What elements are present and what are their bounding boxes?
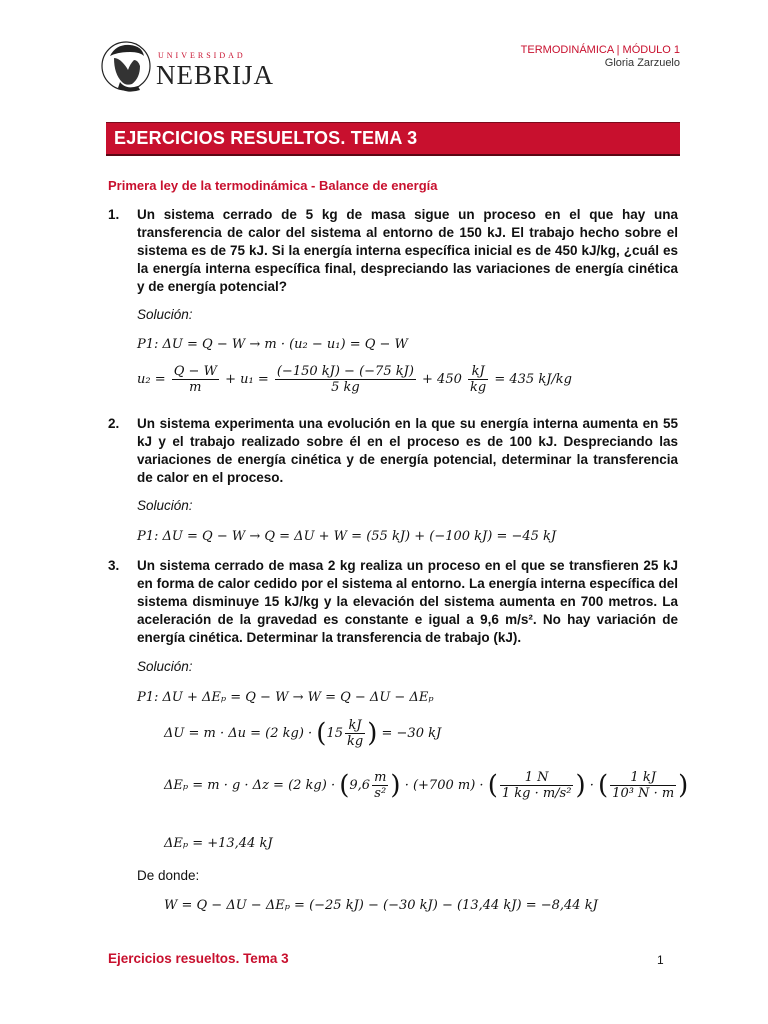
equation-part: u₂ = [137,372,166,387]
fraction-numerator: 1 N [500,770,574,786]
problem-statement: Un sistema experimenta una evolución en la que su energía interna aumenta en 55 kJ y el trabajo realizado sobre él en el proceso es de 100 kJ. Despreciando las variaciones de energía cinética y de energía potencial, determinar la transferencia de calor en el proceso. [137,416,678,485]
title-bar [106,122,680,156]
close-paren-icon: ) [575,770,586,801]
fraction-numerator: m [374,770,387,785]
equation-part: 9,6 [349,778,371,793]
equation-final: W = Q − ΔU − ΔEₚ = (−25 kJ) − (−30 kJ) − (13,44 kJ) = −8,44 kJ [164,898,598,913]
close-paren-icon: ) [390,770,401,801]
problem-3 [108,557,678,647]
section-title: Primera ley de la termodinámica - Balance de energía [108,178,438,193]
equation-result: = 435 kJ/kg [494,372,572,387]
logo-university-text: UNIVERSIDAD [158,51,246,60]
fraction-numerator: Q − W [173,364,217,379]
open-paren-icon: ( [339,770,350,801]
fraction-denominator: kg [470,380,487,395]
document-header [521,44,680,70]
fraction-denominator: 10³ N · m [612,786,675,801]
author-name: Gloria Zarzuelo [604,57,680,69]
fraction-denominator: 5 kg [331,380,360,395]
close-paren-icon: ) [367,718,378,749]
problem-statement: Un sistema cerrado de 5 kg de masa sigue un proceso en el que hay una transferencia de calor del sistema al entorno de 150 kJ. El trabajo hecho sobre el sistema es de 75 kJ. Si la energía interna específica inicial es de 450 kJ/kg, ¿cuál es la energía interna específica final, despreciando las variaciones de energía cinética y de energía potencial? [137,207,678,294]
fraction [468,364,488,395]
fraction [610,770,676,801]
fraction-denominator: kg [347,734,364,749]
equation-delta-u [164,718,441,749]
equation: P1: ΔU = Q − W → Q = ΔU + W = (55 kJ) + (−100 kJ) = −45 kJ [137,529,557,544]
equation: P1: ΔU = Q − W → m · (u₂ − u₁) = Q − W [137,337,408,352]
open-paren-icon: ( [598,770,609,801]
problem-number: 3. [108,558,120,573]
equation-part: 15 [326,726,343,741]
problem-number: 2. [108,416,120,431]
open-paren-icon: ( [487,770,498,801]
de-donde-text: De donde: [137,868,200,883]
equation-part: ΔEₚ = m · g · Δz = (2 kg) · [164,778,336,793]
problem-number: 1. [108,207,120,222]
equation-u2 [137,364,572,395]
equation-delta-ep [164,770,688,801]
solution-label: Solución: [137,307,193,322]
solution-label: Solución: [137,498,193,513]
problem-1 [108,206,678,296]
fraction-denominator: 1 kg · m/s² [501,786,572,801]
fraction-numerator: kJ [345,718,365,734]
university-logo [100,38,280,94]
equation: P1: ΔU + ΔEₚ = Q − W → W = Q − ΔU − ΔEₚ [137,690,434,705]
fraction [500,770,574,801]
equation-result: = −30 kJ [381,726,442,741]
fraction [345,718,365,749]
close-paren-icon: ) [678,770,689,801]
equation-part: ΔU = m · Δu = (2 kg) · [164,726,313,741]
fraction-denominator: m [189,380,202,395]
page-title: EJERCICIOS RESUELTOS. TEMA 3 [114,128,418,148]
equation-result-ep: ΔEₚ = +13,44 kJ [164,836,273,851]
solution-label: Solución: [137,659,193,674]
equation-part: + u₁ = [225,372,269,387]
equation-part: · (+700 m) · [404,778,484,793]
logo-name-text: NEBRIJA [156,60,275,90]
fraction [372,770,388,801]
problem-2 [108,415,678,487]
open-paren-icon: ( [316,718,327,749]
fraction [172,364,219,395]
fraction [275,364,416,395]
equation-part: + 450 [422,372,462,387]
fraction-numerator: (−150 kJ) − (−75 kJ) [276,364,414,379]
problem-statement: Un sistema cerrado de masa 2 kg realiza un proceso en el que se transfieren 25 kJ en forma de calor cedido por el sistema al entorno. La energía interna específica del sistema disminuye 15 kJ/kg y la elevación del sistema aumenta en 700 metros. La aceleración de la gravedad es constante e igual a 9,6 m/s². No hay variación de energía cinética. Determinar la transferencia de trabajo (kJ). [137,558,678,645]
course-label: TERMODINÁMICA | MÓDULO 1 [520,44,680,56]
fraction-numerator: kJ [468,364,488,380]
fraction-denominator: s² [374,786,387,801]
footer-title: Ejercicios resueltos. Tema 3 [108,951,289,966]
equation-part: · [589,778,594,793]
page-number: 1 [657,953,664,967]
fraction-numerator: 1 kJ [610,770,676,786]
